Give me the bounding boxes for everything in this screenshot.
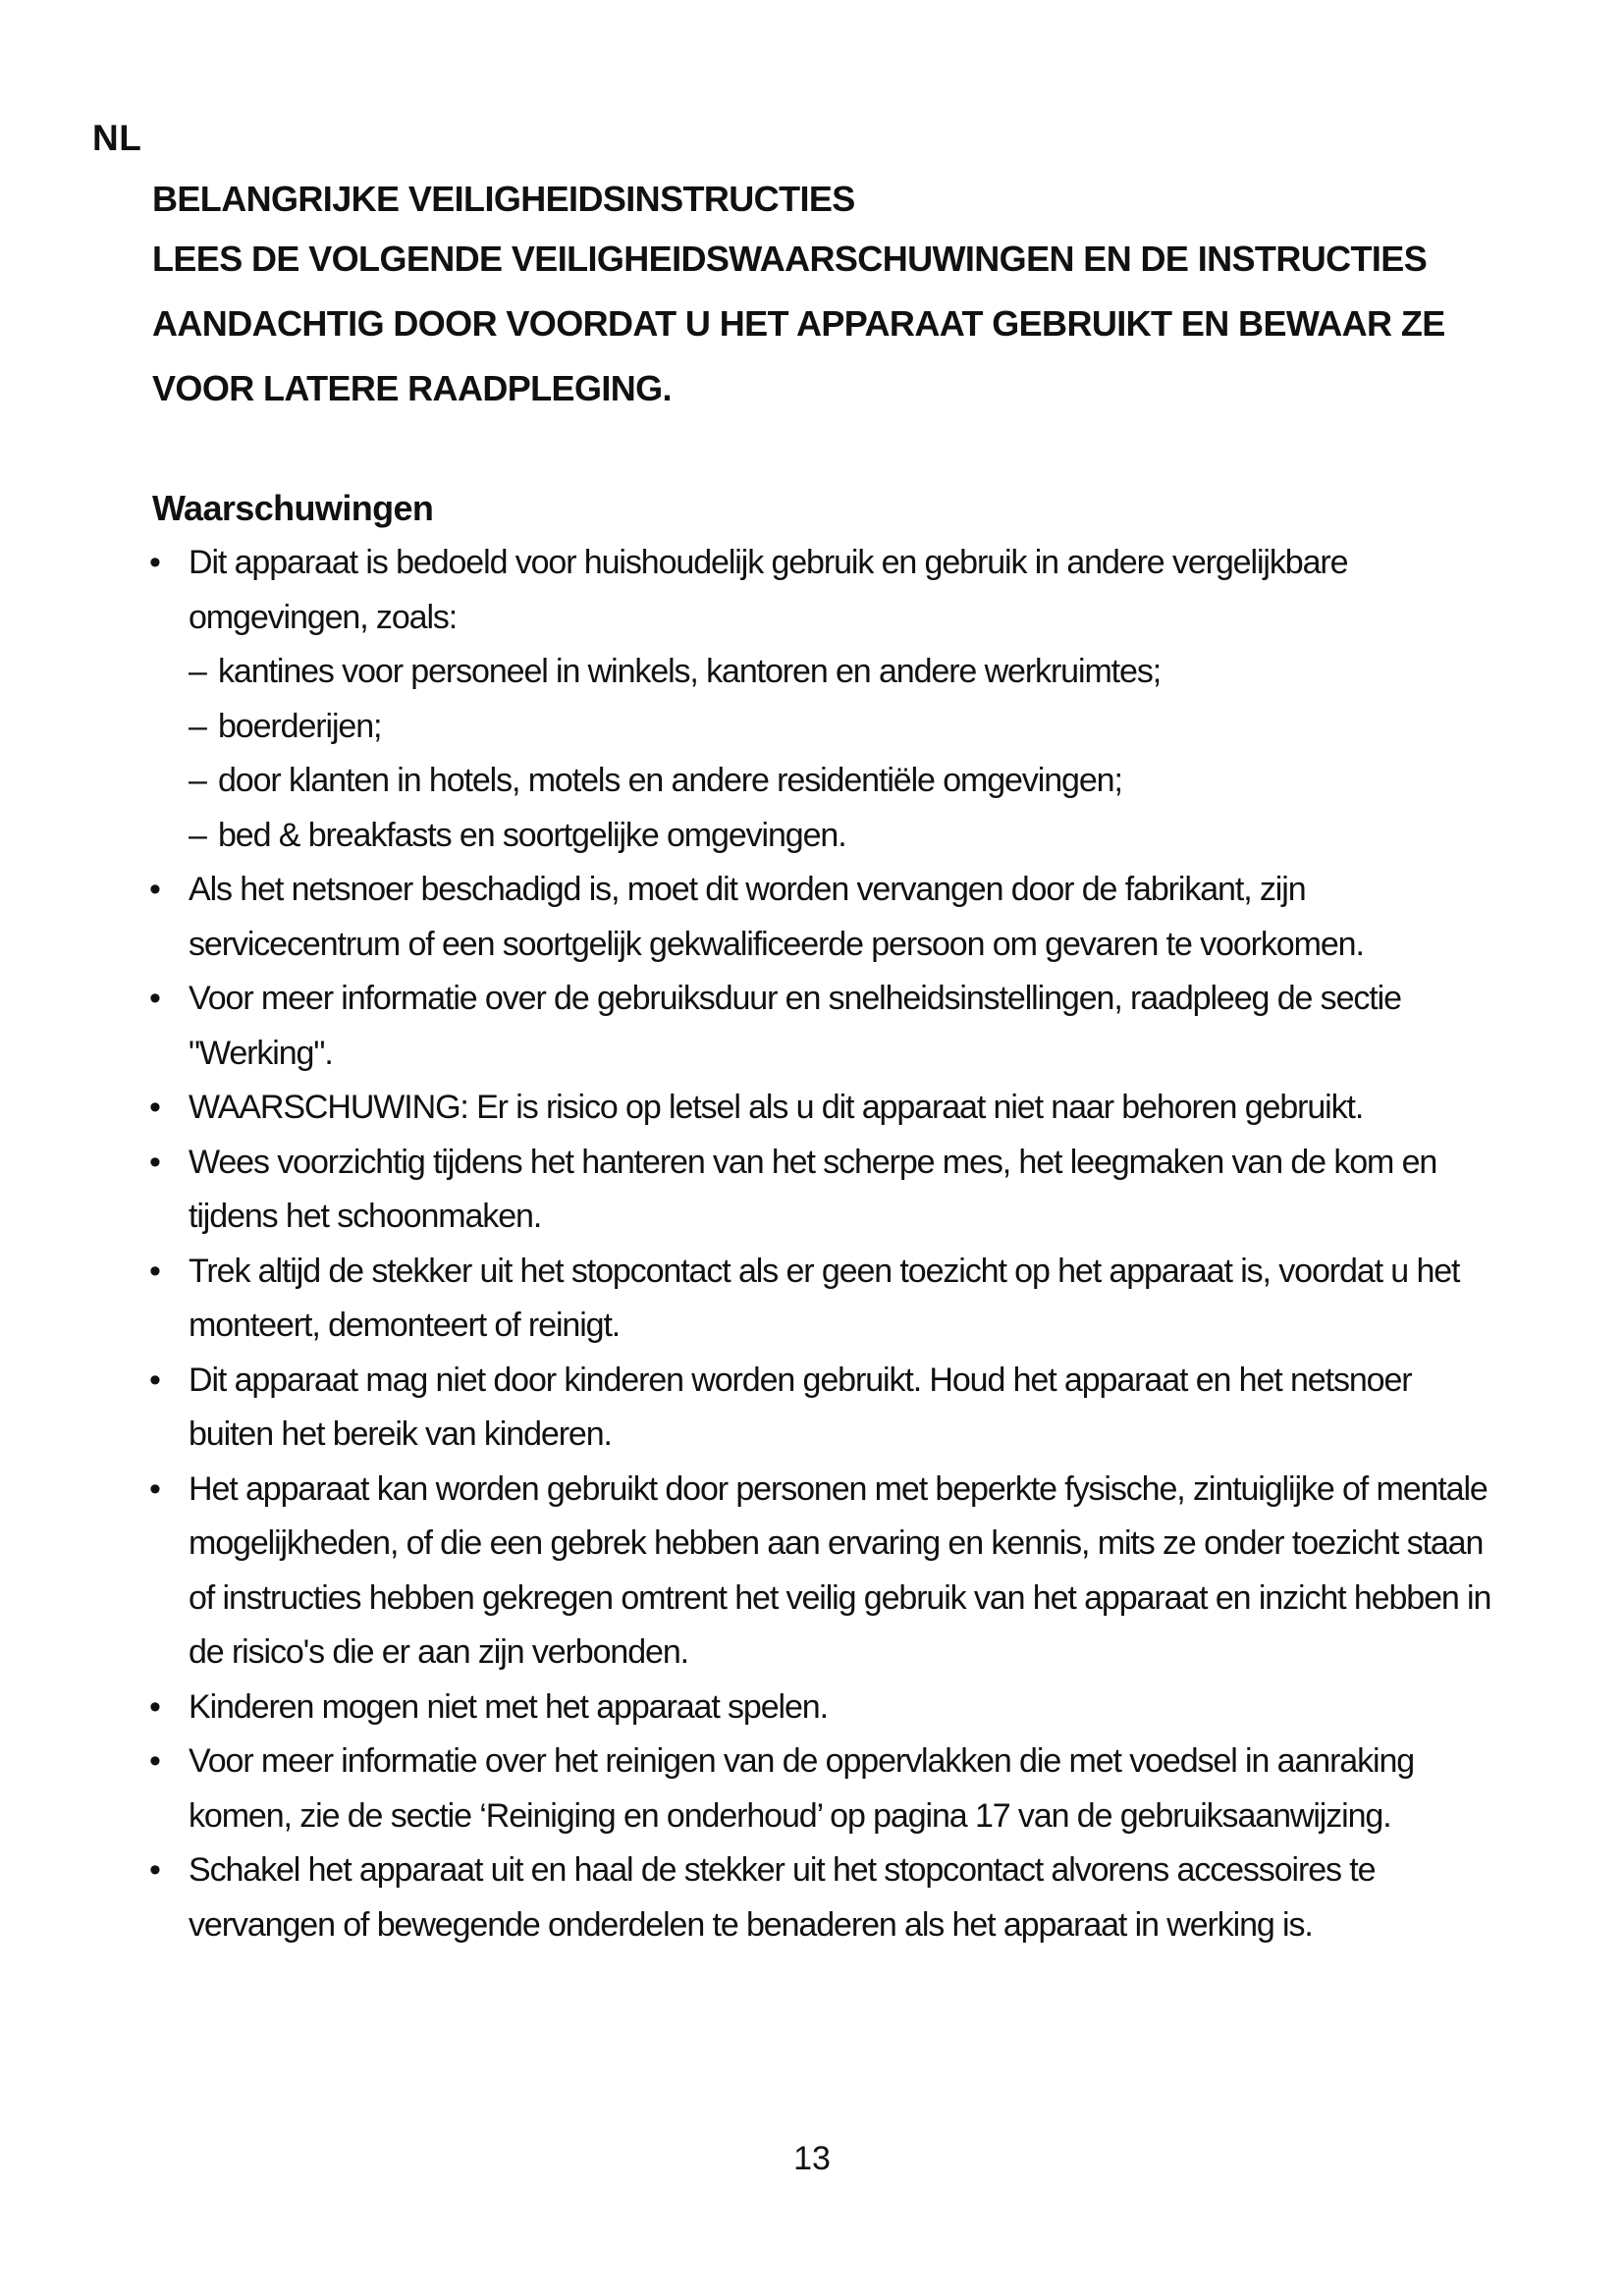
warning-item [123,536,1492,863]
warning-text: Schakel het apparaat uit en haal de stekker uit het stopcontact alvorens accessoires te vervangen of bewegende onderdelen te benaderen als het apparaat in werking is. [189,1851,1376,1944]
bullet-glyph: • [149,1361,160,1399]
warning-item [123,1843,1492,1952]
bullet-glyph: • [149,980,160,1017]
warning-item [123,1354,1492,1463]
warning-text: WAARSCHUWING: Er is risico op letsel als u dit apparaat niet naar behoren gebruikt. [189,1089,1364,1126]
warning-text: Voor meer informatie over het reinigen van de oppervlakken die met voedsel in aanraking komen, zie de sectie ‘Reiniging en onderhoud’ op pagina 17 van de gebruiksaanwijzing. [189,1742,1415,1835]
bullet-glyph: • [149,1089,160,1126]
bullet-glyph: • [149,1143,160,1181]
usage-environments-list [189,645,1492,863]
warning-item [123,1136,1492,1245]
warning-text: Het apparaat kan worden gebruikt door personen met beperkte fysische, zintuiglijke of mentale mogelijkheden, of die een gebrek hebben aan ervaring en kennis, mits ze onder toezicht staan of instructies hebben gekregen omtrent het veilig gebruik van het apparaat en inzicht hebben in de risico's die er aan zijn verbonden. [189,1469,1491,1671]
sub-item [189,645,1492,700]
warning-text: Kinderen mogen niet met het apparaat spelen. [189,1687,828,1726]
bullet-glyph: • [149,1252,160,1290]
sub-item-text: kantines voor personeel in winkels, kantoren en andere werkruimtes; [218,653,1162,690]
dash-glyph: – [189,762,206,799]
sub-item-text: door klanten in hotels, motels en andere residentiële omgevingen; [218,762,1122,799]
warning-item [123,863,1492,972]
warning-item [123,1463,1492,1681]
sub-item [189,809,1492,864]
warning-text: Dit apparaat mag niet door kinderen worden gebruikt. Houd het apparaat en het netsnoer buiten het bereik van kinderen. [189,1361,1412,1453]
bullet-glyph: • [149,1469,160,1508]
intro-text: LEES DE VOLGENDE VEILIGHEIDSWAARSCHUWINGEN EN DE INSTRUCTIES AANDACHTIG DOOR VOORDAT U HET APPARAAT GEBRUIKT EN BEWAAR ZE VOOR LATERE RAADPLEGING. [152,239,1445,408]
bullet-glyph: • [149,1742,160,1780]
dash-glyph: – [189,707,206,745]
warnings-list [149,536,1492,1952]
page-heading: BELANGRIJKE VEILIGHEIDSINSTRUCTIES [152,179,855,219]
warning-text: Dit apparaat is bedoeld voor huishoudelijk gebruik en gebruik in andere vergelijkbare omgevingen, zoals: [189,544,1348,636]
sub-item-text: bed & breakfasts en soortgelijke omgevingen. [218,816,846,854]
sub-item-text: boerderijen; [218,707,382,745]
warning-text: Voor meer informatie over de gebruiksduur en snelheidsinstellingen, raadpleeg de sectie "Werking". [189,980,1401,1072]
warning-item [123,1245,1492,1354]
warning-text: Wees voorzichtig tijdens het hanteren van het scherpe mes, het leegmaken van de kom en tijdens het schoonmaken. [189,1143,1437,1235]
bullet-glyph: • [149,871,160,908]
warning-item [123,972,1492,1081]
warning-item [123,1681,1492,1735]
safety-instructions [149,172,1492,1952]
warning-text: Trek altijd de stekker uit het stopcontact als er geen toezicht op het apparaat is, voordat u het monteert, demonteert of reinigt. [189,1252,1460,1344]
warning-text: Als het netsnoer beschadigd is, moet dit worden vervangen door de fabrikant, zijn servicecentrum of een soortgelijk gekwalificeerde persoon om gevaren te voorkomen. [189,871,1364,963]
bullet-glyph: • [149,1687,160,1726]
section-title-warnings: Waarschuwingen [152,488,434,528]
bullet-glyph: • [149,1851,160,1889]
page-number: 13 [793,2140,831,2177]
sub-item [189,700,1492,755]
warning-item [123,1735,1492,1843]
warning-item [123,1081,1492,1136]
dash-glyph: – [189,816,206,854]
language-code: NL [92,118,142,158]
dash-glyph: – [189,653,206,690]
sub-item [189,754,1492,809]
bullet-glyph: • [149,544,160,581]
